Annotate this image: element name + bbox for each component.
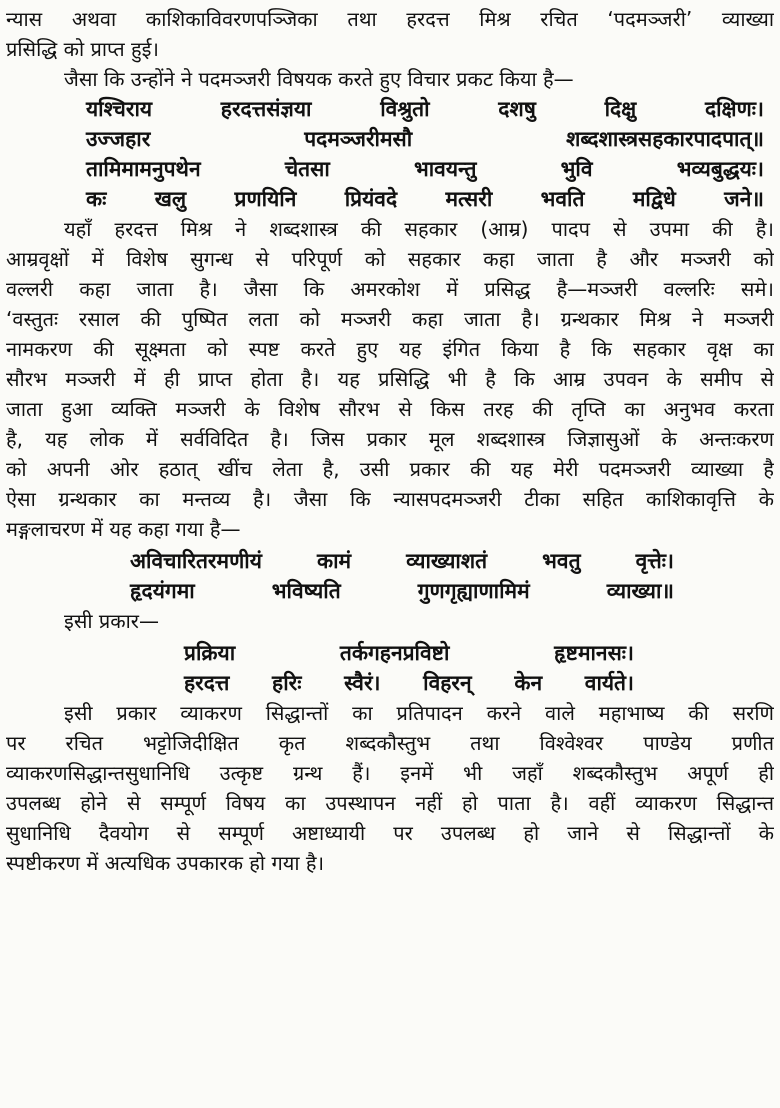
text-line: मङ्गलाचरण में यह कहा गया है— — [6, 517, 241, 541]
verse-block-3 — [6, 638, 774, 698]
text-line: आम्रवृक्षों में विशेष सुगन्ध से परिपूर्ण को सहकार कहा जाता है और मञ्जरी को — [6, 247, 774, 271]
verse-line: तामिमामनुपथेन चेतसा भावयन्तु भुवि भव्यबुद्धयः। — [86, 157, 764, 181]
text-line: उपलब्ध होने से सम्पूर्ण विषय का उपस्थापन नहीं हो पाता है। वहीं व्याकरण सिद्धान्त — [6, 791, 774, 815]
paragraph-2 — [6, 214, 774, 544]
text-line: जाता हुआ व्यक्ति मञ्जरी के विशेष सौरभ से किस तरह की तृप्ति का अनुभव करता — [6, 397, 774, 421]
text-line: व्याकरणसिद्धान्तसुधानिधि उत्कृष्ट ग्रन्थ हैं। इनमें भी जहाँ शब्दकौस्तुभ अपूर्ण ही — [6, 761, 774, 785]
verse-line: कः खलु प्रणयिनि प्रियंवदे मत्सरी भवति मद्विधे जने॥ — [86, 187, 764, 211]
verse-line: उज्जहार पदमञ्जरीमसौ शब्दशास्त्रसहकारपादपात्॥ — [86, 127, 764, 151]
verse-line: हरदत्त हरिः स्वैरं। विहरन् केन वार्यते। — [184, 671, 634, 695]
verse-line: अविचारितरमणीयं कामं व्याख्याशतं भवतु वृत्तेः। — [130, 549, 674, 573]
text-line: न्यास अथवा काशिकाविवरणपञ्जिका तथा हरदत्त मिश्र रचित ‘पदमञ्जरी’ व्याख्या — [6, 7, 774, 31]
text-line: है, यह लोक में सर्वविदित है। जिस प्रकार मूल शब्दशास्त्र जिज्ञासुओं के अन्तःकरण — [6, 427, 774, 451]
paragraph-3 — [6, 698, 774, 878]
text-line: स्पष्टीकरण में अत्यधिक उपकारक हो गया है। — [6, 851, 325, 875]
verse-block-2 — [6, 546, 774, 606]
verse-line: यश्चिराय हरदत्तसंज्ञया विश्रुतो दशषु दिक्षु दक्षिणः। — [86, 97, 764, 121]
text-line: प्रसिद्धि को प्राप्त हुई। — [6, 37, 159, 61]
intro-line-1: जैसा कि उन्होंने ने पदमञ्जरी विषयक करते हुए विचार प्रकट किया है— — [64, 67, 574, 91]
text-line: ऐसा ग्रन्थकार का मन्तव्य है। जैसा कि न्यासपदमञ्जरी टीका सहित काशिकावृत्ति के — [6, 487, 774, 511]
text-line: नामकरण की सूक्ष्मता को स्पष्ट करते हुए यह इंगित किया है कि सहकार वृक्ष का — [6, 337, 774, 361]
verse-block-1 — [6, 94, 774, 214]
text-line: इसी प्रकार व्याकरण सिद्धान्तों का प्रतिपादन करने वाले महाभाष्य की सरणि — [64, 701, 774, 725]
text-line: वल्लरी कहा जाता है। जैसा कि अमरकोश में प्रसिद्ध है—मञ्जरी वल्लरिः समे। — [6, 277, 774, 301]
text-line: सौरभ मञ्जरी में ही प्राप्त होता है। यह प्रसिद्धि भी है कि आम्र उपवन के समीप से — [6, 367, 774, 391]
intro-line-2: इसी प्रकार— — [64, 609, 159, 633]
verse-line: प्रक्रिया तर्कगहनप्रविष्टो हृष्टमानसः। — [184, 641, 634, 665]
text-line: यहाँ हरदत्त मिश्र ने शब्दशास्त्र की सहकार (आम्र) पादप से उपमा की है। — [64, 217, 774, 241]
verse-line: हृदयंगमा भविष्यति गुणगृह्याणामिमं व्याख्या॥ — [130, 579, 674, 603]
text-line: को अपनी ओर हठात् खींच लेता है, उसी प्रकार की यह मेरी पदमञ्जरी व्याख्या है — [6, 457, 774, 481]
paragraph-1 — [6, 4, 774, 64]
text-line: पर रचित भट्टोजिदीक्षित कृत शब्दकौस्तुभ तथा विश्वेश्वर पाण्डेय प्रणीत — [6, 731, 774, 755]
text-line: ‘वस्तुतः रसाल की पुष्पित लता को मञ्जरी कहा जाता है। ग्रन्थकार मिश्र ने मञ्जरी — [6, 307, 774, 331]
text-line: सुधानिधि दैवयोग से सम्पूर्ण अष्टाध्यायी पर उपलब्ध हो जाने से सिद्धान्तों के — [6, 821, 774, 845]
